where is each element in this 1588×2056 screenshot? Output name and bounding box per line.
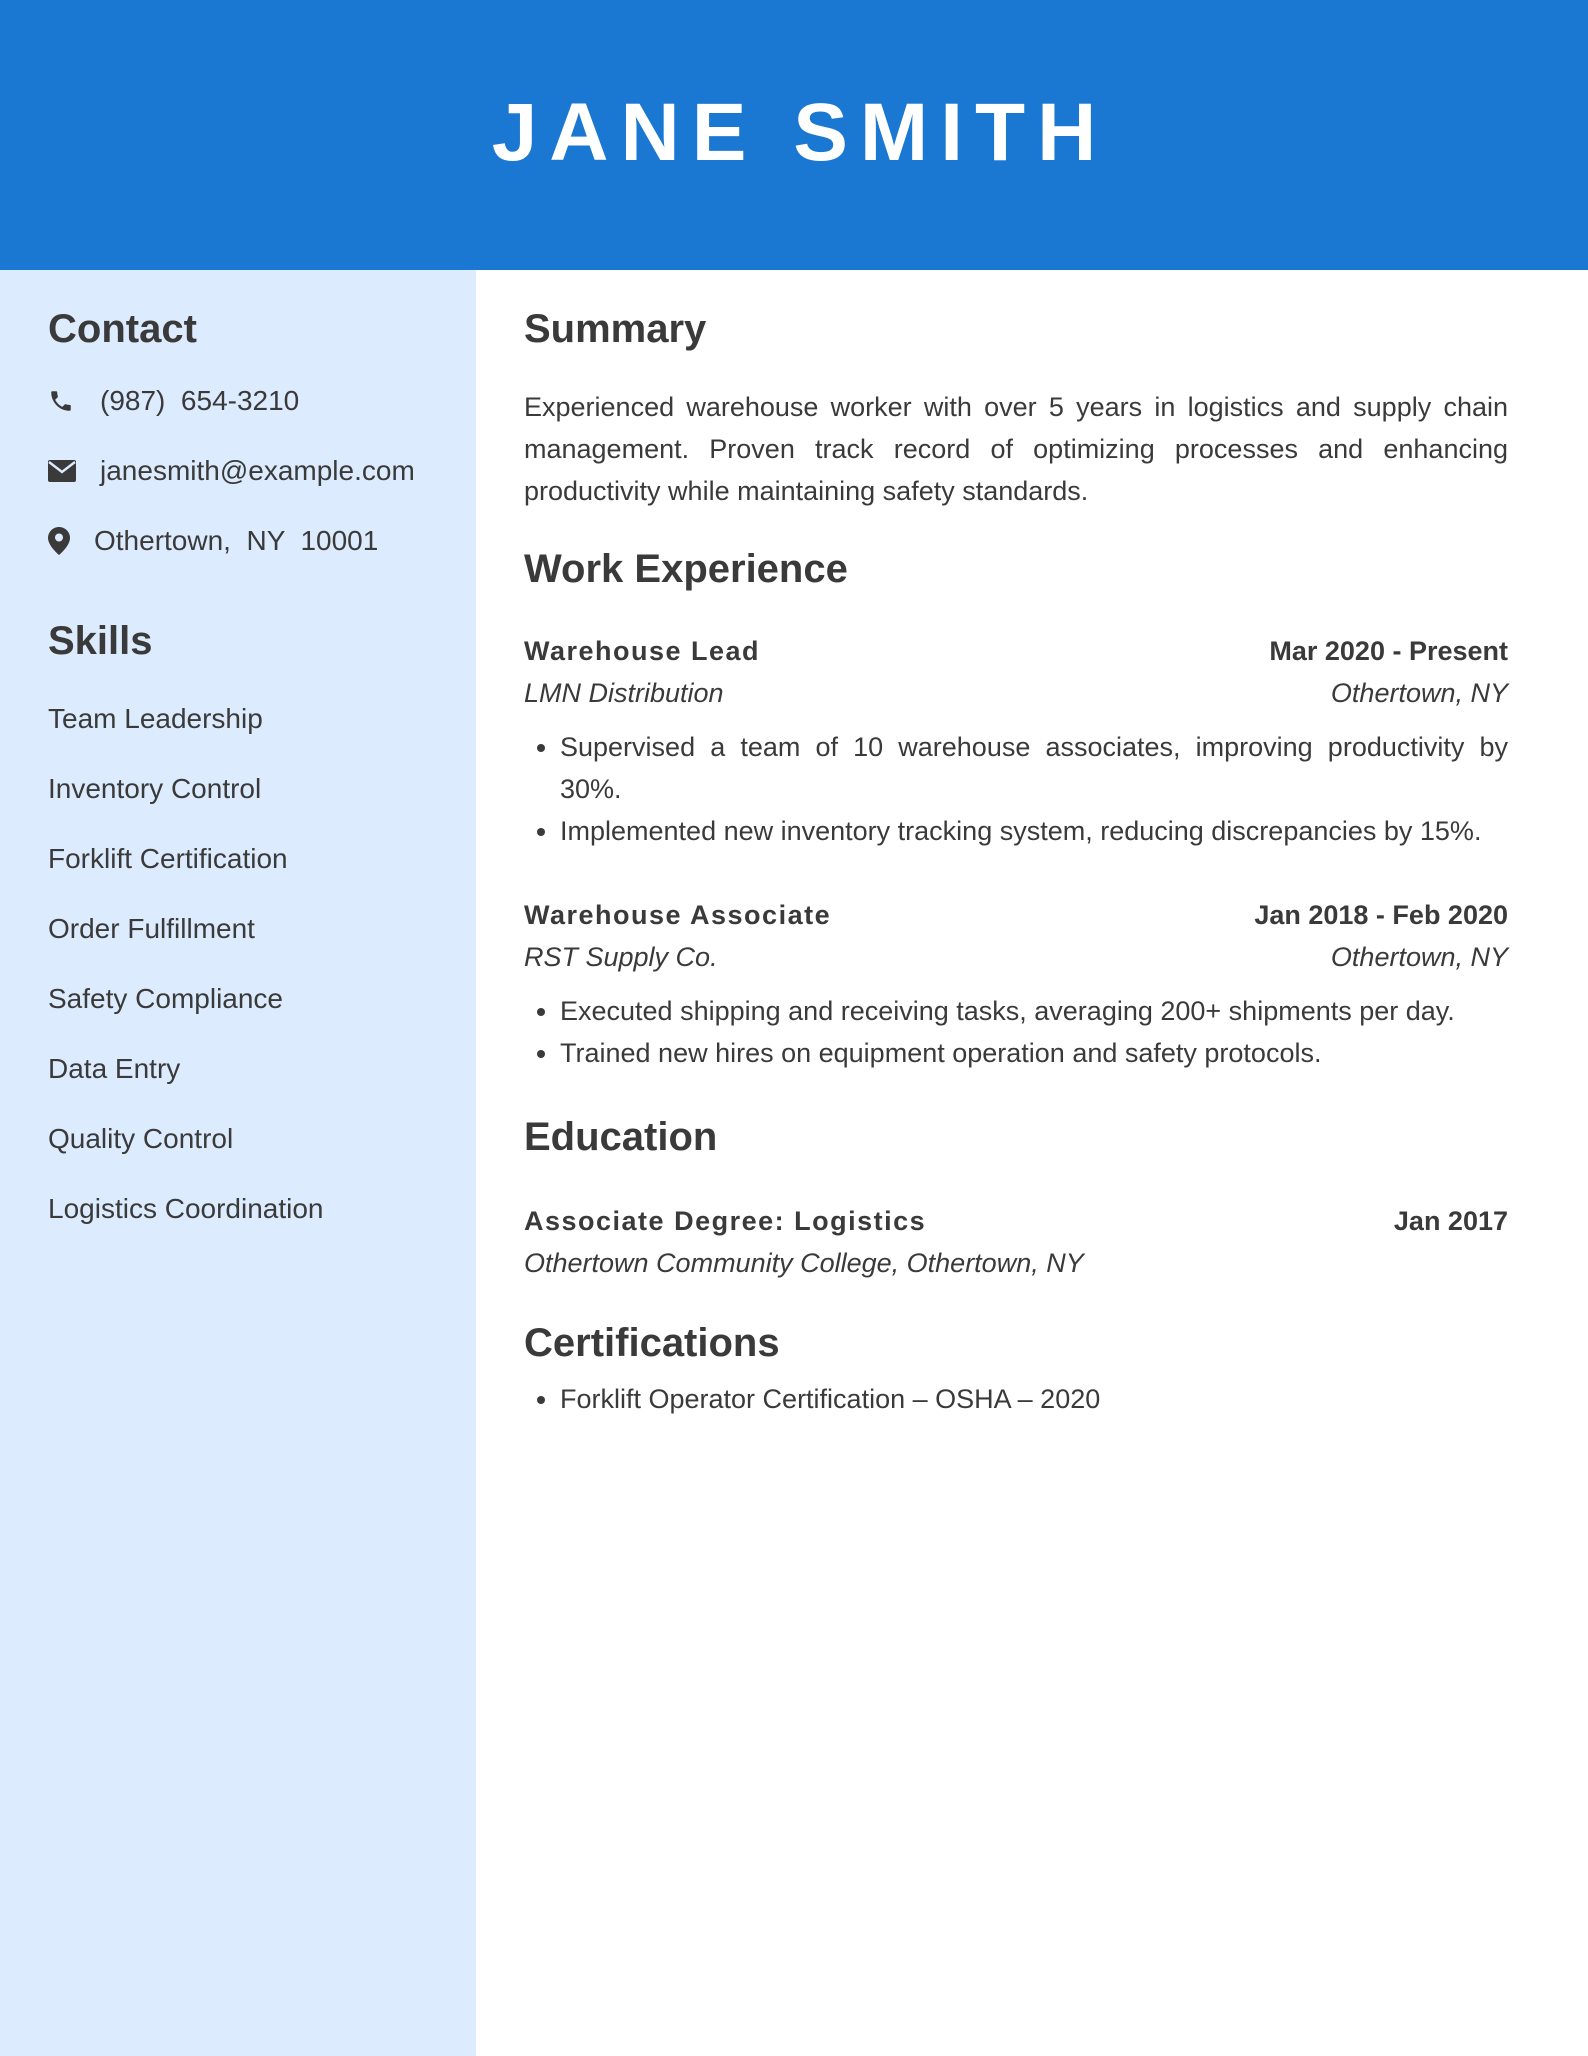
degree-date: Jan 2017 [1393,1206,1508,1236]
degree-title: Associate Degree: Logistics [524,1206,927,1236]
skill-item: Forklift Certification [48,843,288,874]
phone-icon [48,388,100,414]
skills-heading: Skills [48,619,153,663]
skills-list [48,704,428,1224]
job-company: RST Supply Co. [524,942,718,972]
job-company: LMN Distribution [524,678,724,708]
job-title: Warehouse Associate [524,900,832,930]
location-text: Othertown, NY 10001 [94,525,379,556]
sidebar [0,270,476,2056]
job-location: Othertown, NY [1330,942,1508,972]
job-location: Othertown, NY [1330,678,1508,708]
envelope-icon [48,460,100,482]
skill-item: Inventory Control [48,773,262,804]
email-text[interactable]: janesmith@example.com [100,455,415,486]
job-bullet: • Trained new hires on equipment operation and safety protocols. [560,1032,1508,1074]
education-heading: Education [524,1115,718,1159]
job-bullets [524,726,1508,852]
contact-list [48,386,428,556]
job-bullets [524,990,1508,1074]
header-banner [0,0,1588,270]
job-dates: Jan 2018 - Feb 2020 [1254,900,1508,930]
certifications-list [524,1378,1508,1420]
skill-item: Order Fulfillment [48,913,255,944]
skill-item: Quality Control [48,1123,234,1154]
contact-location [48,526,428,556]
job-entry [524,894,1508,1074]
phone-text[interactable]: (987) 654-3210 [100,385,300,416]
main-content [476,270,1588,2056]
summary-heading: Summary [524,307,707,351]
job-bullet: • Implemented new inventory tracking system, reducing discrepancies by 15%. [560,810,1508,852]
skill-item: Safety Compliance [48,983,284,1014]
work-experience-heading: Work Experience [524,547,848,591]
skill-item: Team Leadership [48,703,263,734]
map-pin-icon [48,527,94,555]
certification-item: • Forklift Operator Certification – OSHA – 2020 [560,1378,1508,1420]
skill-item: Data Entry [48,1053,181,1084]
summary-text: Experienced warehouse worker with over 5 years in logistics and supply chain management. Proven track record of optimizing processes and enhancing productivity while maintaining safety standards. [524,392,1508,506]
job-bullet: • Executed shipping and receiving tasks, averaging 200+ shipments per day. [560,990,1508,1032]
job-entry [524,630,1508,852]
contact-heading: Contact [48,307,197,351]
school-name: Othertown Community College, Othertown, NY [524,1248,1084,1278]
job-bullet: • Supervised a team of 10 warehouse associates, improving productivity by 30%. [560,726,1508,810]
job-dates: Mar 2020 - Present [1269,636,1508,666]
skill-item: Logistics Coordination [48,1193,324,1224]
job-title: Warehouse Lead [524,636,761,666]
contact-phone [48,386,428,416]
education-entry [524,1200,1508,1284]
certifications-heading: Certifications [524,1321,780,1365]
candidate-name: JANE SMITH [491,87,1109,178]
contact-email [48,456,428,486]
